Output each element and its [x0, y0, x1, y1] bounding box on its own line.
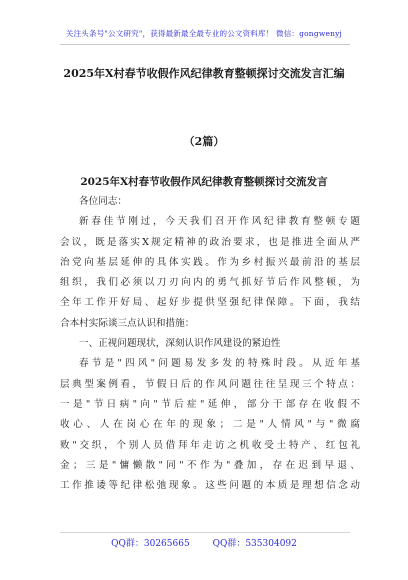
header-notice: 关注头条号"公文研究"，获得最新最全最专业的公文资料库！ 微信：gongwenyj: [65, 29, 343, 38]
paragraph-line: 合本村实际谈三点认识和措施：: [60, 317, 195, 329]
qq-group-1: QQ群：30265665: [111, 539, 190, 549]
paragraph-line: 组织，我们必须以刀刃向内的勇气抓好节后作风整顿，为: [60, 277, 360, 289]
header-divider: [60, 44, 350, 45]
paragraph-line: 工作推诿等纪律松弛现象。这些问题的本质是理想信念动: [60, 480, 360, 492]
paragraph-line: 全年工作开好局、起好步提供坚强纪律保障。下面，我结: [60, 297, 360, 309]
salutation: 各位同志：: [79, 196, 127, 207]
paragraph-line: 新春佳节刚过，今天我们召开作风纪律教育整顿专题: [79, 216, 360, 228]
footer-divider: [60, 532, 350, 533]
paragraph-line: 金；三是"慵懒散"同"不作为"叠加，存在迟到早退、: [60, 459, 360, 471]
paragraph-line: 收心、人在岗心在年的现象；二是"人情风"与"微腐: [60, 419, 360, 431]
document-title: 2025年X村春节收假作风纪律教育整顿探讨交流发言汇编: [63, 67, 345, 80]
qq-group-2: QQ群：535304092: [212, 539, 297, 549]
paragraph-line: 春节是"四风"问题易发多发的特殊时段。从近年基: [79, 358, 360, 370]
footer: [0, 536, 408, 549]
paragraph-line: 层典型案例看，节假日后的作风问题往往呈现三个特点：: [60, 378, 360, 390]
paragraph-line: 败"交织，个别人员借拜年走访之机收受土特产、红包礼: [60, 439, 360, 451]
article-count: （2篇）: [183, 135, 225, 148]
speech-body: [60, 192, 360, 496]
paragraph-line: 治党向基层延伸的具体实践。作为乡村振兴最前沿的基层: [60, 256, 360, 268]
speech-title: 2025年X村春节收假作风纪律教育整顿探讨交流发言: [80, 176, 328, 188]
paragraph-line: 一是"节日病"向"节后症"延伸，部分干部存在收假不: [60, 398, 360, 410]
section-heading: 一、正视问题现状，深刻认识作风建设的紧迫性: [79, 338, 281, 350]
paragraph-line: 会议，既是落实X规定精神的政治要求，也是推进全面从严: [60, 236, 360, 248]
